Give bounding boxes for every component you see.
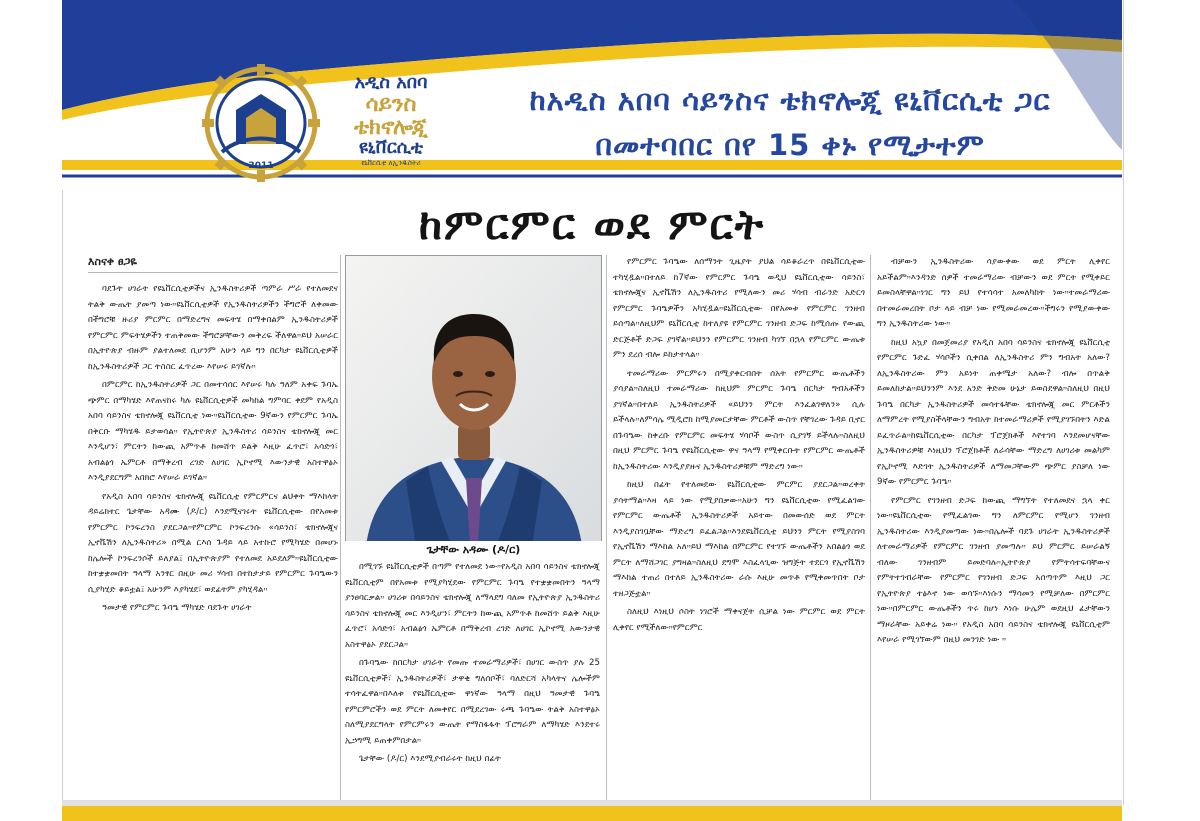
portrait-photo [345, 255, 602, 547]
banner-title-line-1: ከአዲስ አበባ ሳይንስና ቴክኖሎጂ ዩኒቨርሲቲ ጋር [529, 83, 1051, 117]
article-column-2 [345, 560, 600, 805]
paragraph: ዓመታዊ የምርምር ጉባዔ ማካሄድ ባደጉት ሀገራት [102, 603, 252, 613]
banner-title [440, 78, 1122, 168]
photo-caption: ጌታቸው አዳሙ (ዶ/ር) [345, 541, 602, 559]
banner [62, 0, 1122, 190]
paragraph: በሚገኙ ዩኒቨርሲቲዎች በጣም የተለመደ ነው።የአዲስ አበባ ሳይንስና ቴክኖሎጂ ዩኒቨርሲቲም በየአመቱ የሚያካሂደው የምርምር ጉባዔ የተቋቋመበትን ዓላማ ያንፀባርቃል። ሀገሪቱ በሳይንስና ቴክኖሎጂ ለማላደግ ባለመ የኢትዮጵያ ኢንዱስትሪ ሳይንስና ቴክኖሎጂ መር እንዲሆን፣ ምርትን ከውጪ አምጥቶ ከመሸጥ ይልቅ እዚሁ ፈጥሮ፣ አሳድጎ፣ አብልፅጎ ኤምርቶ በማቅረብ ረገድ ለሀገር ኢኮኖሚ አውንታዊ አስተዋፅኦ ያደርጋል። [345, 562, 600, 650]
column-divider [340, 255, 341, 800]
logo-line-2: ሳይንስ [365, 91, 417, 117]
article-column-3 [613, 255, 865, 800]
bottom-gold-bar [62, 806, 1122, 821]
paragraph: የምርምር ጉባዔው ለሰማንት ጊዜያት ያህል ሳይቆራረጥ በዩኒቨርሲቲው ተካሂዷል።በተለይ ከ7ኛው የምርምር ጉባዔ ወዲህ ዩኒቨርሲቲው ሳይንስ፣ ቴክኖሎጂና ኢኖቬሽን ለኢንዱስትሪ የሚለውን መሪ ሃሳብ ብራንድ አድርጎ የምርምር ጉባዔዎችን አካሂዷል።ዩኒቨርሲቲው በየአመቱ የምርምር ገንዘብ ይሰጣል።ለዚህም ዩኒቨርሲቲ ከተለያዩ የምርምር ገንዘብ ድጋፍ ከሚሰጡ የውጪ ድርጅቶች ድጋፍ ያገኛል።ይህንን የምርምር ገንዘብ ካገኘ በኋላ የምርምር ውጤቱ ምን ደረሰ ብሎ ይከታተላል። [613, 257, 865, 360]
university-logo-icon [202, 64, 320, 182]
paragraph: የአዲስ አበባ ሳይንስና ቴክኖሎጂ ዩኒቨርሲቲ የምርምርና ልህቀት ማእከላት ዳይሬክተር ጌታቸው አዳሙ (ዶ/ር) እንደሚናገሩት ዩኒቨርሲቲው በየአመቱ የምርምር ኮንፍረንስ ያደርጋል።የምርምር ኮንፍረንሱ «ሳይንስ፣ ቴክኖሎጂና ኢኖቬሽን ለኢንዱስትሪ» በሚል ርእሰ ጉዳይ ላይ አተኩሮ የሚካሄድ በመሆኑ ከሌሎች ኮንፍረንሶች ይለያል፤ በኢትዮጵያም የተለመደ አይደለም።ዩኒቨርሲቲው ከተቋቋመበት ዓላማ አንፃር በዚሁ መሪ ሃሳብ በተከታታይ የምርምር ጉባዔውን ሲያካሂድ ቆይቷል፤ አሁንም እያካሄደ፣ ወደፊትም ያካሂዳል። [88, 491, 338, 595]
logo-year: 2011 [248, 161, 274, 171]
paragraph: ተመራማሪው ምርምሩን በሚያቀርብበት ሰአት የምርምር ውጤቶችን ያሳያል።ስለዚህ ተመራማሪው ከዚህም ምርምር ጉባዔ በርካታ ግብአቶችን ያገኛል።በተለይ ኢንዱስትሪዎች «ይህንን ምርት እንፈልገዋለን» ሲሉ ይችላሉ።ለምሳሌ ሚዲሮክ ከሚያመርታቸው ምርቶች ውስጥ የቸገረው ጉዳይ ቢኖር በጉባዔው ከቀረቡ የምርምር መፍትሄ ሃሳቦች ውስጥ ሲያገኝ ይችላሉ።ስለዚህ በዚህ ምርምር ጉባዔ የዩኒቨርሲቲው ዋና ዓላማ የሚቀርቡት የምርምር ውጤቶች ከኢንዱስትሪው እንዲያያዙና ኢንዱስትሪዎቹም ማድረግ ነው። [613, 368, 865, 472]
paragraph: ብቻውን ኢንዱስትሪው ሳያውቀው ወደ ምርት ሊቀየር አይችልም።እንዳንድ ሰዎች ተመራማሪው ብቻውን ወደ ምርት የሚቀይር ይመስላቸዋል።ነገር ግን ይህ የተሳሳተ አመለካከት ነው።ተመራማሪው በተመራመረበት ቦታ ላይ ብቻ ነው የሚመራመረው።ችግሩን የሚያውቀው ግን ኢንዱስትሪው ነው። [877, 257, 1110, 329]
paragraph: ከዚህ አኳያ በመጀመሪያ የአዲስ አበባ ሳይንስና ቴክኖሎጂ ዩኒቨርሲቲ የምርምር ጉድፈ ሃሳቦችን ሲቀበል ለኢንዱስትሪ ምን ግብአት አለው? ለኢንዱስትሪው ምን አይነት ጠቀሜታ አለው? ብሎ በጥልቅ ይመለከታል።ይህንንም እንደ አንድ ቅድመ ሁኔታ ይወስደዋል።ስለዚህ በዚህ ጉባዔ በርካታ ኢንዱስትሪዎች መሳተፋቸው ቴክኖሎጂ መር ምርቶችን ለማምረት የሚያስችላቸውን ግብአት ከተመራማሪዎች የሚያገኙበትን እድል ይፈጥራል።ከዩኒቨርሲቲው በርካታ ፕሮጀክቶች እየተገባ እንደመሆናቸው ኢንዱስትሪዎቹ እነዚህን ፕሮጀክቶች ለራሳቸው ማድረግ ለሀገሪቱ መልካም የኢኮኖሚ እድገት ኢንዱስትሪዎች ለማመጋቸውም ጭምር ያስቻለ ነው 9ኛው የምርምር ጉባዔ። [877, 337, 1110, 487]
article-headline: ከምርምር ወደ ምርት [418, 200, 766, 249]
logo-line-1: አዲስ አበባ [354, 72, 428, 93]
logo-line-4: ዩኒቨርሲቲ [358, 137, 424, 159]
logo-tagline: ዩኒቨርሲቲ ለኢንዱስትሪ [361, 158, 421, 167]
paragraph: ባደጉት ሀገራት የዩኒቨርሲቲዎችና ኢንዱስትሪዎች ጣምራ ሥራ የተለመደና ትልቅ ውጤት ያመጣ ነው።ዩኒቨርሲቲዎች የኢንዱስትሪዎችን ችግሮች ለቀመው በችግሮቹ ዙሪያ ምርምር በማድረግና መፍትሄ በማቀበልም ኢንዱስትሪዎች የምርምር ምፍትሄዎችን ተጠቅመው ችግሮቻቸውን መቅረፍ ችለዋል።ይህ አሠራር በኢትዮጵያ ብዙም ያልተለመደ ቢሆንም አሁን ላይ ግን በርካታ ዩኒቨርሲቲዎች ከኢንዱስትሪዎች ጋር ትስስር ፈጥረው እየሠሩ ይገኛሉ። [88, 284, 338, 372]
logo-wordmark [332, 74, 450, 167]
banner-title-line-2: በመተባበር በየ 15 ቀኑ የሚታተም [595, 127, 985, 162]
paragraph: የምርምር የገንዘብ ድጋፍ ከውጪ ማግኘት የተለመደና ኋላ ቀር ነው።ዩኒቨርሲቲው የሚፈልገው ግን ለምርምር የሚሆን ገንዘብ ኢንዱስትሪው እንዲያመጣው ነው።በሌሎች ባደጉ ሀገራት ኢንዱስትሪዎች ለተመራማሪዎች የምርምር ገንዘብ ያመጣሉ። ይህ ምርምር ይሠራልኝ ብለው ገንዘብም ይመድባሉ።ኢትዮጵያ የምትሳተፍባቸውና የምትተገብራቸው የምርምር የገንዘብ ድጋፍ አሰጣጥም እዚህ ጋር የኢትዮጵያ ተፅእኖ ነው ወሳኙ።እነሱን ማሳመን የሚቻለው በምርምር ነው።በምርምር ውጤቶችን ጥሩ ከሆነ እነሱ ሁሌም ወደዚህ ፊታቸውን ማዞራቸው አይቀሬ ነው። የአዲስ አበባ ሳይንስና ቴክኖሎጂ ዩኒቨርሲቲም እየሠራ የሚገኘውም በዚህ መንገድ ነው ። [877, 495, 1110, 645]
paragraph: በጉባዔው ከበርካታ ሀገራት የመጡ ተመራማሪዎች፣ በሀገር ውስጥ ያሉ 25 ዩኒቨርሲቲዎች፣ ኢንዱስትሪዎች፣ ታዋቂ ግለሰቦች፣ ባለድርሻ አካላትና ሌሎችም ተሳትፈዋል።በእለቱ የዩኒቨርሲቲው ዋነኛው ዓላማ በዚህ ዓመታዊ ጉባዔ የምርምሮችን ወደ ምርት ለመቀየር በሚደረገው ሩጫ ጉባዔው ትልቅ አስተዋፅኦ ስለሚያደርግላት የምርምሩን ውጤት የማስፋፋት ፕሮግራም ለማካሄድ እንደተሩ ኢኃግሚ ይጠቀምበታል። [345, 658, 600, 746]
column-divider [606, 255, 607, 800]
column-divider [870, 255, 871, 800]
article-column-4 [877, 255, 1110, 755]
logo-line-3: ቴክኖሎጂ [354, 114, 428, 140]
paragraph: በምርምር ከኢንዱስትሪዎች ጋር በመተሳሰር እየሠሩ ካሉ ዓለም አቀፍ ጉባኤ ጭምር በማካሄድ እየጠናከሩ ካሉ ዩኒቨርሲቲዎች መካከል ግምባር ቀደም የአዲስ አበባ ሳይንስና ቴክኖሎጂ ዩኒቨርሲቲ ነው።ዩኒቨርሲቲው 9ኛውን የምርምር ጉባኤ በቅርቡ ማካሄዱ ይታወሳል። የኢትዮጵያ ኢንዱስትሪ ሳይንስና ቴክኖሎጂ መር እንዲሆን፣ ምርትን ከውጪ አምጥቶ ከመሸጥ ይልቅ እዚሁ ፈጥሮ፣ አሳድጎ፣ አብልፅጎ ኤምርቶ በማቅረብ ረገድ ለሀገር ኢኮኖሚ እውንታዊ አስተዋፅኦ እንዲያደርግም አበክሮ እየሠራ ይገኛል። [88, 380, 338, 483]
paragraph: ከዚህ በፊት የተለመደው ዩኒቨርሲቲው ምርምር ያደርጋል።ወረቀት ያሳትማል።እዛ ላይ ነው የሚያበቃው።አሁን ግን ዩኒቨርሲቲው የሚፈልገው የምርምር ውጤቶች ኢንዱስትሪዎች አይተው በመውሰድ ወደ ምርት እንዲያስገቧቸው ማድረግ ይፈልጋል።እንደዩኒቨርሲቲ ይህንን ምርት የሚያስገባ የኢኖቬሽን ማእከል አለ።ይህ ማእከል በምርምር የተገኙ ውጤቶችን አበልፅጎ ወደ ምርት ለማሸጋገር ያግዛል።ስለዚህ ደግሞ እስፈላጊው ዝግጅት ተደርጎ የኢኖቬሽን ማእከል ተጠሪ በተለይ ኢንዱስትሪው ራሱ እዚሁ መጥቶ የሚቀመጥበት ቦታ ተዘጋጅቷል። [613, 480, 865, 599]
byline-rule [88, 272, 338, 273]
article-byline: እስናቀ ፀጋዬ [88, 255, 137, 268]
paragraph: ስለዚህ እነዚህ ሶስት ነገሮች ማቀናጀት ሲቻል ነው ምርምር ወደ ምርት ሊቀየር የሚችለው።የምርምር [613, 607, 865, 633]
portrait-image [346, 256, 601, 546]
paragraph: ጌታቸው (ዶ/ር) እንደሚያብራሩት ከዚህ በፊት [359, 754, 501, 764]
article-column-1 [88, 282, 338, 802]
